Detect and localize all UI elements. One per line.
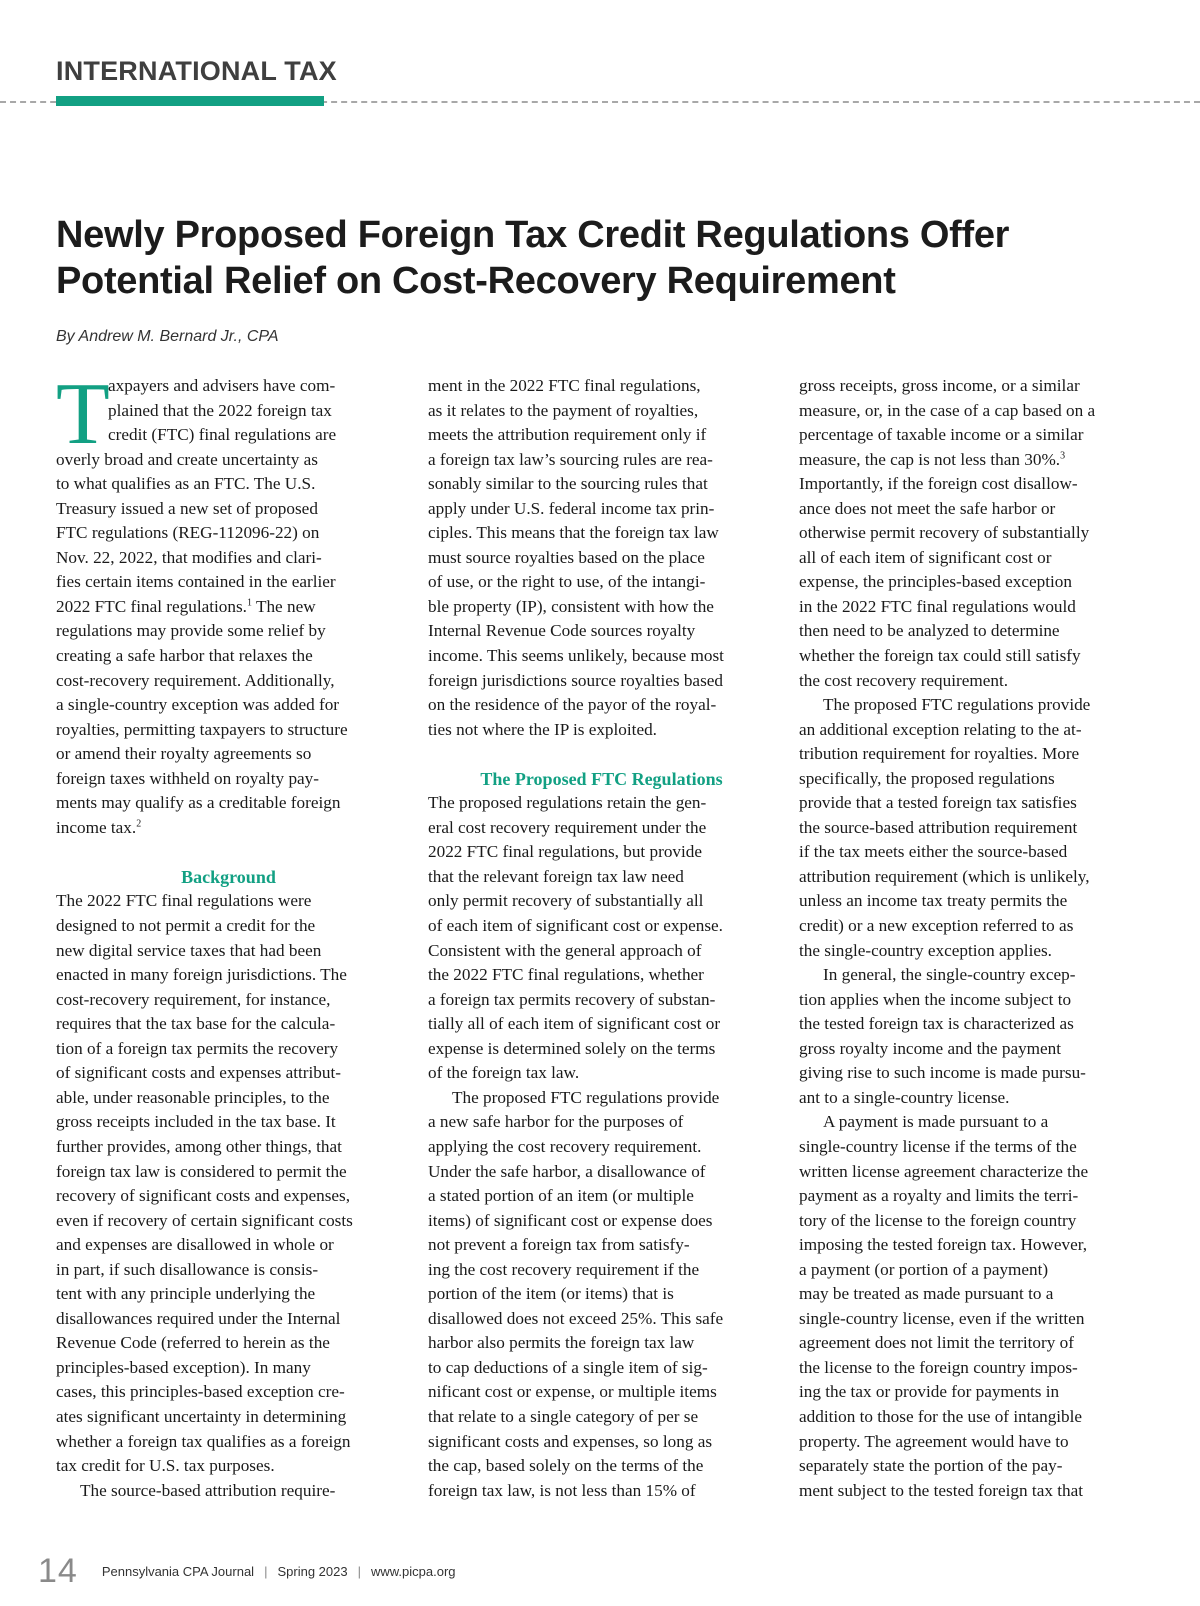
text-line: enacted in many foreign jurisdictions. The: [56, 965, 347, 985]
text-line: 2022 FTC final regulations.$^1$ The new: [56, 596, 316, 616]
article-title: [56, 212, 1156, 304]
text-line: and expenses are disallowed in whole or: [56, 1235, 334, 1255]
text-line: expense, the principles-based exception: [799, 572, 1072, 592]
text-line: apply under U.S. federal income tax prin-: [428, 498, 715, 518]
text-line: cost-recovery requirement. Additionally,: [56, 670, 335, 690]
text-line: requires that the tax base for the calcula-: [56, 1014, 336, 1034]
text-line: harbor also permits the foreign tax law: [428, 1333, 695, 1353]
text-line: single-country license if the terms of the: [799, 1136, 1077, 1156]
text-line: tax credit for U.S. tax purposes.: [56, 1456, 275, 1476]
text-line: the source-based attribution requirement: [799, 817, 1078, 837]
text-line: addition to those for the use of intangible: [799, 1406, 1083, 1426]
accent-bar: [56, 96, 324, 106]
text-line: separately state the portion of the pay-: [799, 1456, 1063, 1476]
text-line: new digital service taxes that had been: [56, 940, 322, 960]
text-line: creating a safe harbor that relaxes the: [56, 646, 313, 666]
issue-date: Spring 2023: [277, 1564, 348, 1579]
text-line: payment as a royalty and limits the terri-: [799, 1186, 1079, 1206]
text-line: measure, the cap is not less than 30%.$^3$: [799, 449, 1066, 469]
intro-paragraph: [56, 366, 401, 840]
text-line: designed to not permit a credit for the: [56, 916, 316, 936]
text-line: written license agreement characterize the: [799, 1161, 1089, 1181]
text-line: agreement does not limit the territory of: [799, 1333, 1074, 1353]
text-line: cost-recovery requirement, for instance,: [56, 989, 331, 1009]
text-line: otherwise permit recovery of substantially: [799, 523, 1090, 543]
text-line: Revenue Code (referred to herein as the: [56, 1333, 330, 1353]
text-line: in part, if such disallowance is consis-: [56, 1259, 319, 1279]
text-line: even if recovery of certain significant costs: [56, 1210, 353, 1230]
text-line: foreign tax law is considered to permit the: [56, 1161, 347, 1181]
text-line: The source-based attribution require-: [80, 1480, 336, 1500]
text-line: gross receipts included in the tax base. It: [56, 1112, 336, 1132]
section-label: INTERNATIONAL TAX: [56, 56, 337, 86]
text-line: The proposed FTC regulations provide: [823, 695, 1091, 715]
text-line: of the foreign tax law.: [428, 1063, 580, 1083]
page-number: 14: [38, 1552, 78, 1590]
text-line: a stated portion of an item (or multiple: [428, 1186, 694, 1206]
text-line: items) of significant cost or expense does: [428, 1210, 713, 1230]
text-line: meets the attribution requirement only if: [428, 425, 707, 445]
text-line: royalties, permitting taxpayers to structure: [56, 719, 348, 739]
text-line: Importantly, if the foreign cost disallow-: [799, 474, 1078, 494]
text-line: credit (FTC) final regulations are: [108, 425, 337, 445]
text-line: must source royalties based on the place: [428, 547, 705, 567]
text-line: Treasury issued a new set of proposed: [56, 498, 318, 518]
text-line: ance does not meet the safe harbor or: [799, 498, 1056, 518]
text-line: The 2022 FTC final regulations were: [56, 891, 312, 911]
footer-separator: |: [264, 1564, 268, 1579]
text-line: percentage of taxable income or a similar: [799, 425, 1084, 445]
website-link[interactable]: www.picpa.org: [370, 1564, 456, 1579]
text-line: foreign tax law, is not less than 15% of: [428, 1480, 696, 1500]
text-line: tory of the license to the foreign country: [799, 1210, 1077, 1230]
text-line: imposing the tested foreign tax. However,: [799, 1235, 1088, 1255]
text-line: credit) or a new exception referred to as: [799, 916, 1074, 936]
text-line: or amend their royalty agreements so: [56, 744, 312, 764]
text-line: Consistent with the general approach of: [428, 940, 702, 960]
text-line: a foreign tax permits recovery of substan-: [428, 989, 716, 1009]
text-line: Internal Revenue Code sources royalty: [428, 621, 696, 641]
text-line: ing the cost recovery requirement if the: [428, 1259, 700, 1279]
text-line: in the 2022 FTC final regulations would: [799, 596, 1076, 616]
text-line: ing the tax or provide for payments in: [799, 1382, 1060, 1402]
text-line: the cap, based solely on the terms of the: [428, 1456, 704, 1476]
text-line: on the residence of the payor of the royal-: [428, 695, 717, 715]
text-line: The proposed FTC regulations provide: [452, 1087, 720, 1107]
text-line: ant to a single-country license.: [799, 1087, 1010, 1107]
text-line: to cap deductions of a single item of sig-: [428, 1357, 708, 1377]
text-line: further provides, among other things, that: [56, 1136, 342, 1156]
text-line: a single-country exception was added for: [56, 695, 340, 715]
page-footer: [38, 1552, 456, 1591]
text-line: gross receipts, gross income, or a similar: [799, 376, 1080, 395]
text-line: the 2022 FTC final regulations, whether: [428, 965, 704, 985]
text-line: recovery of significant costs and expenses,: [56, 1186, 351, 1206]
text-line: property. The agreement would have to: [799, 1431, 1069, 1451]
text-line: eral cost recovery requirement under the: [428, 817, 707, 837]
text-line: ment subject to the tested foreign tax that: [799, 1480, 1083, 1500]
text-line: significant costs and expenses, so long as: [428, 1431, 713, 1451]
text-line: unless an income tax treaty permits the: [799, 891, 1068, 911]
text-line: ates significant uncertainty in determining: [56, 1406, 347, 1426]
text-line: ments may qualify as a creditable foreign: [56, 793, 341, 813]
text-line: giving rise to such income is made pursu-: [799, 1063, 1086, 1083]
text-line: a payment (or portion of a payment): [799, 1259, 1049, 1279]
text-line: the license to the foreign country impos-: [799, 1357, 1078, 1377]
text-line: nificant cost or expense, or multiple items: [428, 1382, 717, 1402]
subhead-background: Background: [181, 866, 276, 887]
text-line: only permit recovery of substantially all: [428, 891, 704, 911]
text-line: the single-country exception applies.: [799, 940, 1052, 960]
text-line: all of each item of significant cost or: [799, 547, 1052, 567]
text-line: tribution requirement for royalties. More: [799, 744, 1080, 764]
text-line: to what qualifies as an FTC. The U.S.: [56, 474, 316, 494]
footnote-ref: 3: [1060, 449, 1066, 461]
text-line: the cost recovery requirement.: [799, 670, 1009, 690]
text-line: ble property (IP), consistent with how the: [428, 596, 714, 616]
byline: By Andrew M. Bernard Jr., CPA: [56, 328, 279, 345]
text-line: of significant costs and expenses attribut-: [56, 1063, 341, 1083]
text-line: not prevent a foreign tax from satisfy-: [428, 1235, 690, 1255]
text-line: then need to be analyzed to determine: [799, 621, 1060, 641]
text-line: plained that the 2022 foreign tax: [108, 400, 332, 420]
text-line: if the tax meets either the source-based: [799, 842, 1068, 862]
text-line: overly broad and create uncertainty as: [56, 449, 318, 469]
text-line: tially all of each item of significant cost or: [428, 1014, 721, 1034]
text-line: measure, or, in the case of a cap based on a: [799, 400, 1096, 420]
text-line: of each item of significant cost or expense.: [428, 916, 723, 936]
text-line: fies certain items contained in the earlier: [56, 572, 336, 592]
text-line: able, under reasonable principles, to the: [56, 1087, 330, 1107]
text-line: Under the safe harbor, a disallowance of: [428, 1161, 706, 1181]
title-line: Newly Proposed Foreign Tax Credit Regulations Offer: [56, 214, 1010, 256]
text-line: the tested foreign tax is characterized as: [799, 1014, 1074, 1034]
text-line: income. This seems unlikely, because most: [428, 646, 724, 666]
text-line: that the relevant foreign tax law need: [428, 866, 684, 886]
text-line: disallowed does not exceed 25%. This safe: [428, 1308, 724, 1328]
text-line: income tax.$^2$: [56, 817, 142, 837]
text-line: Nov. 22, 2022, that modifies and clari-: [56, 547, 322, 567]
text-line: In general, the single-country excep-: [823, 965, 1076, 985]
text-line: axpayers and advisers have com-: [108, 376, 336, 395]
text-line: that relate to a single category of per se: [428, 1406, 699, 1426]
text-line: foreign jurisdictions source royalties based: [428, 670, 723, 690]
text-line: foreign taxes withheld on royalty pay-: [56, 768, 319, 788]
text-line: ciples. This means that the foreign tax law: [428, 523, 719, 543]
text-line: whether the foreign tax could still satisfy: [799, 646, 1081, 666]
text-line: tion applies when the income subject to: [799, 989, 1072, 1009]
text-line: attribution requirement (which is unlikely,: [799, 866, 1090, 886]
text-line: A payment is made pursuant to a: [823, 1112, 1049, 1132]
text-line: expense is determined solely on the terms: [428, 1038, 716, 1058]
text-line: ties not where the IP is exploited.: [428, 719, 657, 739]
drop-cap: T: [56, 366, 110, 463]
text-line: cases, this principles-based exception cre-: [56, 1382, 345, 1402]
column-2: [428, 374, 775, 1503]
text-line: of use, or the right to use, of the intangi-: [428, 572, 706, 592]
text-line: tion of a foreign tax permits the recovery: [56, 1038, 339, 1058]
footnote-ref: 1: [246, 597, 252, 609]
footer-separator: |: [357, 1564, 361, 1579]
text-line: whether a foreign tax qualifies as a foreign: [56, 1431, 351, 1451]
column-1: [56, 366, 401, 1503]
column-3: [799, 374, 1145, 1503]
text-line: regulations may provide some relief by: [56, 621, 326, 641]
text-line: single-country license, even if the written: [799, 1308, 1085, 1328]
subhead-proposed-regulations: The Proposed FTC Regulations: [480, 768, 723, 789]
text-line: applying the cost recovery requirement.: [428, 1136, 702, 1156]
text-line: may be treated as made pursuant to a: [799, 1284, 1054, 1304]
journal-name: Pennsylvania CPA Journal: [101, 1564, 255, 1579]
text-line: FTC regulations (REG-112096-22) on: [56, 523, 320, 543]
text-line: disallowances required under the Internal: [56, 1308, 341, 1328]
text-line: gross royalty income and the payment: [799, 1038, 1062, 1058]
text-line: portion of the item (or items) that is: [428, 1284, 674, 1304]
footnote-ref: 2: [136, 818, 142, 830]
text-line: a foreign tax law’s sourcing rules are rea-: [428, 449, 713, 469]
title-line: Potential Relief on Cost-Recovery Requirement: [56, 260, 896, 302]
text-line: a new safe harbor for the purposes of: [428, 1112, 684, 1132]
text-line: 2022 FTC final regulations, but provide: [428, 842, 703, 862]
text-line: ment in the 2022 FTC final regulations,: [428, 376, 701, 395]
text-line: The proposed regulations retain the gen-: [428, 793, 707, 813]
text-line: principles-based exception). In many: [56, 1357, 311, 1377]
text-line: sonably similar to the sourcing rules that: [428, 474, 708, 494]
text-line: tent with any principle underlying the: [56, 1284, 316, 1304]
text-line: provide that a tested foreign tax satisfies: [799, 793, 1077, 813]
text-line: as it relates to the payment of royalties,: [428, 400, 699, 420]
text-line: an additional exception relating to the at-: [799, 719, 1082, 739]
text-line: specifically, the proposed regulations: [799, 768, 1055, 788]
